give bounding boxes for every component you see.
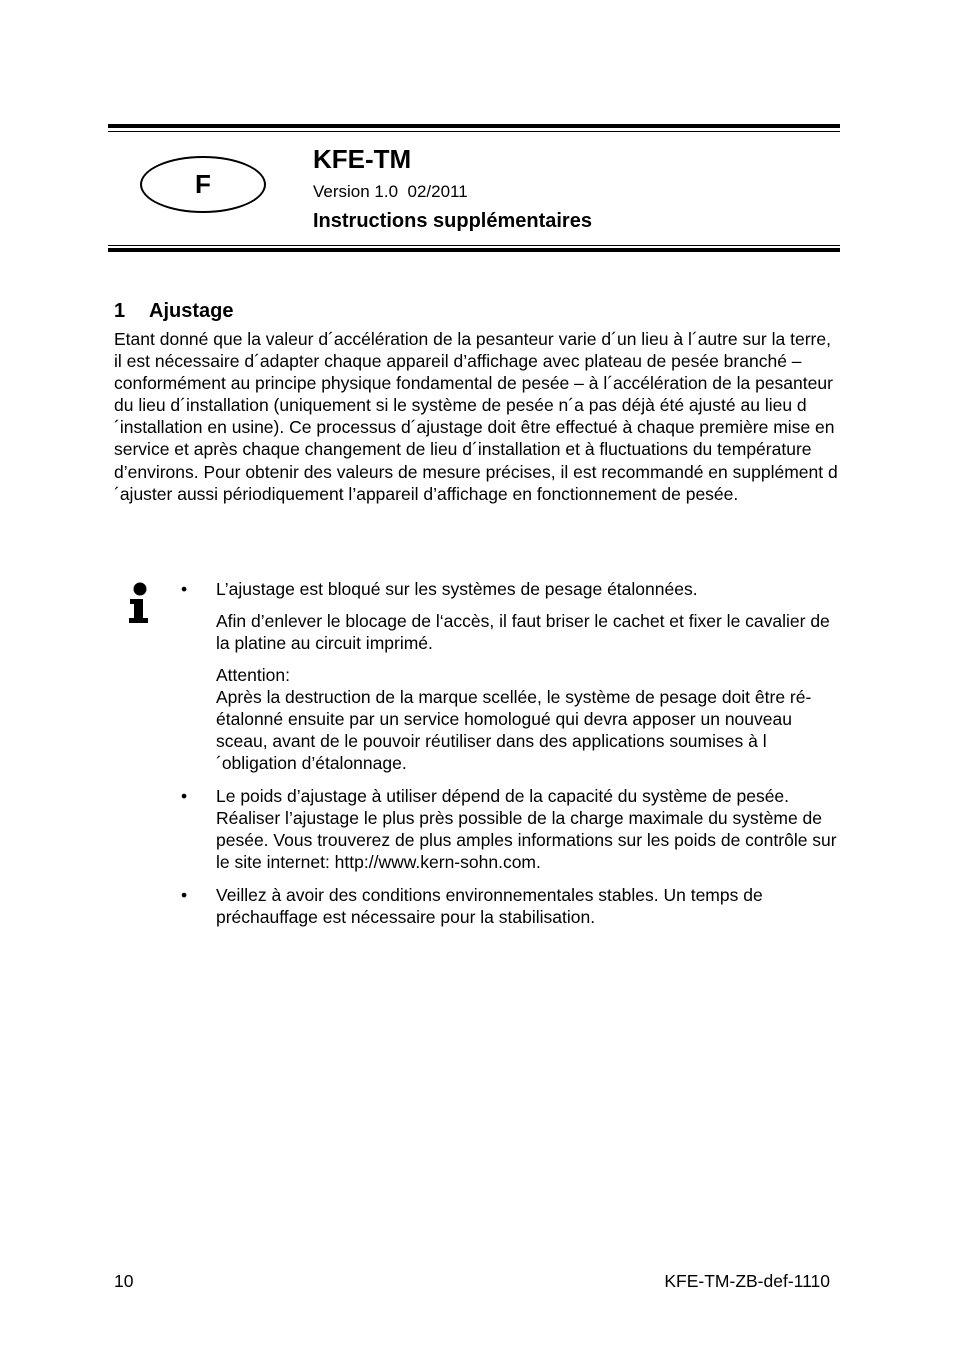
- header-rule-top-thick: [108, 124, 840, 128]
- bullet: •: [181, 885, 188, 905]
- note-item: [178, 578, 838, 774]
- footer-page-number: 10: [114, 1271, 134, 1291]
- section-title: Ajustage: [149, 300, 234, 322]
- document-version: Version 1.0 02/2011: [313, 182, 468, 201]
- bullet: •: [181, 579, 188, 599]
- section-body: Etant donné que la valeur d´accélération de la pesanteur varie d´un lieu à l´autre sur la terre, il est nécessaire d´adapter chaque appareil d’affichage avec plateau de pesée branché – conformément au principe physique fondamental de pesée – à l´accélération de la pesanteur du lieu d´installation (uniquement si le système de pesée n´a pas déjà été ajusté au lieu d´installation en usine). Ce processus d´ajustage doit être effectué à chaque première mise en service et après chaque changement de lieu d´installation et à fluctuations du température d’environs. Pour obtenir des valeurs de mesure précises, il est recommandé en supplément d´ajuster aussi périodiquement l’appareil d’affichage en fonctionnement de pesée.: [114, 329, 838, 504]
- note-item: [178, 785, 838, 873]
- note-text: L’ajustage est bloqué sur les systèmes de pesage étalonnées.: [216, 579, 698, 599]
- section-number: 1: [114, 300, 126, 322]
- header-rule-bottom-thin: [108, 245, 840, 246]
- language-badge: F: [140, 156, 266, 213]
- info-icon: [126, 582, 152, 624]
- attention-text: Après la destruction de la marque scellée, le système de pesage doit être ré-étalonné ensuite par un service homologué qui devra apposer un nouveau sceau, avant de le pouvoir réutiliser dans des applications soumises à l´obligation d’étalonnage.: [216, 687, 812, 773]
- section-heading: [114, 298, 233, 324]
- note-text: Veillez à avoir des conditions environnementales stables. Un temps de préchauffage est nécessaire pour la stabilisation.: [216, 885, 763, 927]
- document-subtitle: Instructions supplémentaires: [313, 210, 592, 232]
- header-rule-top-thin: [108, 131, 840, 132]
- footer-document-code: KFE-TM-ZB-def-1110: [664, 1271, 830, 1291]
- document-title: KFE-TM: [313, 144, 412, 174]
- note-subtext: Afin d’enlever le blocage de l‘accès, il faut briser le cachet et fixer le cavalier de la platine au circuit imprimé.: [216, 611, 830, 653]
- attention-block: [216, 664, 838, 774]
- note-text: Le poids d’ajustage à utiliser dépend de la capacité du système de pesée. Réaliser l’ajustage le plus près possible de la charge maximale du système de pesée. Vous trouverez de plus amples informations sur les poids de contrôle sur le site internet: http://www.kern-sohn.com.: [216, 786, 837, 872]
- notes-list: [178, 578, 838, 928]
- bullet: •: [181, 786, 188, 806]
- header-rule-bottom-thick: [108, 248, 840, 252]
- attention-label: Attention:: [216, 665, 290, 685]
- note-item: [178, 884, 838, 928]
